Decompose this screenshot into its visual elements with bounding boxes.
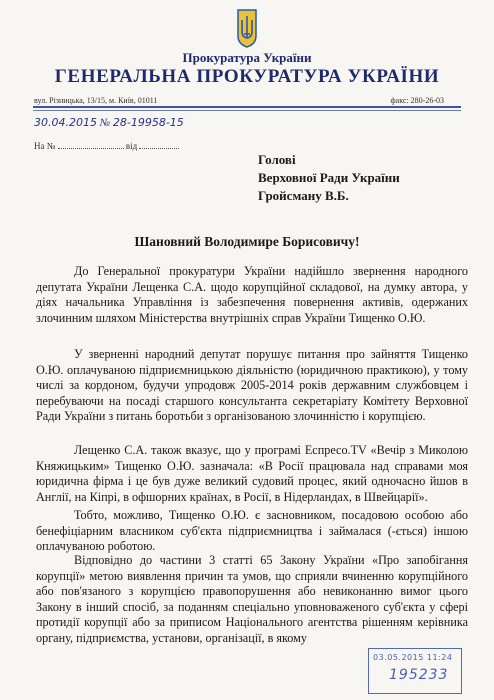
registration-line [34, 116, 184, 129]
reference-number-blank [58, 140, 124, 149]
incoming-stamp [368, 648, 462, 694]
trident-icon [236, 8, 258, 48]
body-paragraph: До Генеральної прокуратури України надійшло звернення народного депутата України Лещенка С.А. щодо корупційної складової, на думку автора, у діях начальника Управління із забезпечення повернення активів, одержаних злочинним шляхом Міністерства внутрішніх справ України Тищенко О.Ю. [36, 264, 468, 325]
addressee-block [258, 151, 400, 205]
body-paragraph: Лещенко С.А. також вказує, що у програмі Еспресо.TV «Вечір з Миколою Княжицьким» Тищенко О.Ю. зазначала: «В Росії працювала над справами моя юридична фірма і це був дуже великий судовий процес, який одночасно йшов в Англії, на Кіпрі, в офшорних країнах, в Росії, в Нідерландах, в Швейцарії». [36, 443, 468, 504]
reference-line [34, 140, 179, 151]
stamp-date: 03.05.2015 11:24 [373, 653, 453, 662]
registration-date: 30.04.2015 [34, 116, 97, 129]
stamp-number: 195233 [389, 667, 449, 683]
reference-prefix: На № [34, 141, 56, 151]
org-fax: факс: 280-26-03 [390, 96, 444, 105]
addressee-line: Гройсману В.Б. [258, 188, 349, 203]
salutation: Шановний Володимире Борисовичу! [134, 234, 360, 249]
registration-number: 28-19958-15 [112, 116, 184, 129]
addressee-line: Верховної Ради України [258, 170, 400, 185]
body-paragraph: У зверненні народний депутат порушує питання про зайняття Тищенко О.Ю. оплачуваною підприємницькою діяльністю (юридичною практикою), у тому числі за кордоном, будучи упродовж 2005-2014 років державним службовцем і перебуваючи на посаді старшого консультанта секретаріату Комітету Верховної Ради України з питань боротьби з організованою злочинністю і корупцією. [36, 347, 468, 424]
org-name-title: ГЕНЕРАЛЬНА ПРОКУРАТУРА УКРАЇНИ [54, 66, 440, 87]
reference-date-blank [139, 140, 179, 149]
header-divider-thin [33, 110, 461, 111]
header-divider [33, 106, 461, 108]
reference-from-label: від [125, 141, 138, 151]
addressee-line: Голові [258, 152, 296, 167]
body-paragraph: Відповідно до частини 3 статті 65 Закону України «Про запобігання корупції» метою виявлення причин та умов, що сприяли вчиненню корупційного або пов'язаного з корупцією правопорушення або невиконанню вимог цього Закону в інший спосіб, за поданням спеціально уповноваженого суб'єкта у сфері протидії корупції або за приписом Національного агентства рішенням керівника органу, підприємства, установи, організації, в якому [36, 553, 468, 645]
registration-number-prefix: № [99, 117, 111, 129]
org-name-small: Прокуратура України [182, 50, 312, 65]
body-paragraph: Тобто, можливо, Тищенко О.Ю. є засновником, посадовою особою або бенефіціарним власником суб'єкта підприємництва і займалася (-ється) іншою оплачуваною роботою. [36, 508, 468, 554]
org-address: вул. Різницька, 13/15, м. Київ, 01011 [34, 96, 158, 105]
